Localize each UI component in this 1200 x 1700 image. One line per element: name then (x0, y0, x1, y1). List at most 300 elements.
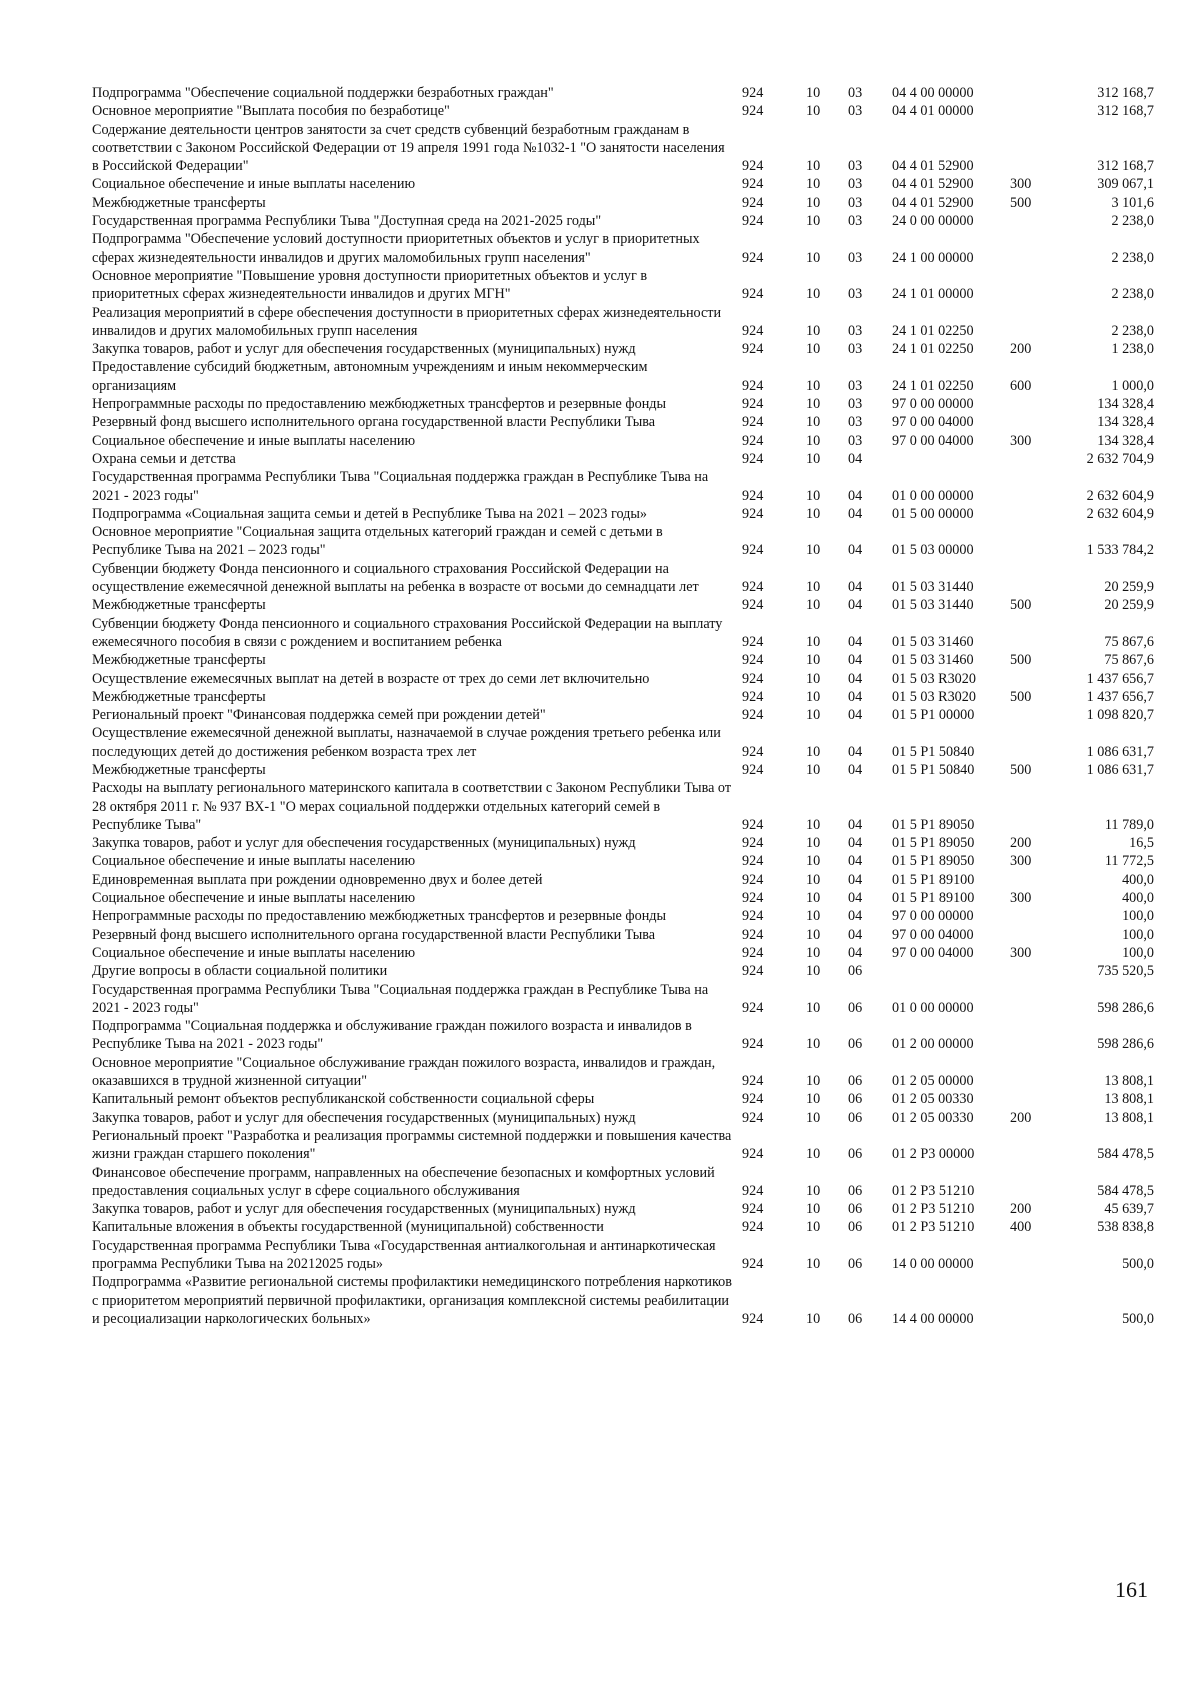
amount: 75 867,6 (1104, 633, 1154, 650)
target-article-code: 24 1 01 02250 (892, 377, 974, 394)
subsection-code: 03 (848, 85, 863, 101)
table-row (92, 871, 1154, 889)
expense-type-code (1010, 468, 1066, 505)
subsection-code: 04 (848, 890, 863, 907)
row-name: Социальное обеспечение и иные выплаты населению (92, 176, 416, 193)
section-code: 10 (806, 688, 821, 705)
ved-code: 924 (742, 432, 764, 449)
table-row (92, 413, 1154, 431)
amount: 312 168,7 (1097, 158, 1154, 175)
ved-code: 924 (742, 286, 764, 303)
ved-code: 924 (742, 908, 764, 925)
ved-code: 924 (742, 1201, 764, 1218)
ved-code: 924 (742, 871, 764, 888)
row-name: Подпрограмма "Обеспечение условий доступности приоритетных объектов и услуг в приоритетных сферах жизнедеятельности инвалидов и других маломобильных групп населения" (92, 231, 700, 266)
amount: 2 238,0 (1111, 322, 1154, 339)
amount: 584 478,5 (1097, 1146, 1154, 1163)
expense-type-code: 500 (1010, 597, 1032, 614)
section-code: 10 (806, 432, 821, 449)
ved-code: 924 (742, 1036, 764, 1053)
ved-code: 924 (742, 963, 764, 980)
row-name: Социальное обеспечение и иные выплаты населению (92, 853, 416, 870)
section-code: 10 (806, 743, 821, 760)
expense-type-code: 300 (1010, 890, 1032, 907)
table-row (92, 468, 1154, 505)
ved-code: 924 (742, 1310, 764, 1327)
expense-type-code (1010, 1090, 1066, 1108)
ved-code: 924 (742, 1256, 764, 1272)
target-article-code: 01 2 05 00000 (892, 1073, 974, 1090)
ved-code: 924 (742, 1091, 764, 1108)
row-name: Закупка товаров, работ и услуг для обеспечения государственных (муниципальных) нужд (92, 341, 636, 358)
section-code: 10 (806, 487, 821, 504)
amount: 100,0 (1122, 908, 1154, 925)
section-code: 10 (806, 103, 821, 120)
target-article-code: 01 0 00 00000 (892, 999, 974, 1016)
subsection-code: 06 (848, 1146, 863, 1163)
expense-type-code (1010, 102, 1066, 120)
subsection-code: 03 (848, 103, 863, 120)
expense-type-code: 500 (1010, 652, 1032, 669)
table-row (92, 432, 1154, 450)
table-row (92, 212, 1154, 230)
subsection-code: 04 (848, 944, 863, 961)
subsection-code: 03 (848, 414, 863, 431)
target-article-code: 14 4 00 00000 (892, 1310, 974, 1327)
amount: 134 328,4 (1097, 432, 1154, 449)
subsection-code: 06 (848, 1310, 863, 1327)
section-code: 10 (806, 1310, 821, 1327)
table-row (92, 194, 1154, 212)
row-name: Государственная программа Республики Тыва «Государственная антиалкогольная и антинаркотическая программа Республики Тыва на 20212025 годы» (92, 1237, 716, 1272)
ved-code: 924 (742, 377, 764, 394)
row-name: Осуществление ежемесячной денежной выплаты, назначаемой в случае рождения третьего ребенка или последующих детей до достижения ребенком возраста трех лет (92, 725, 721, 760)
amount: 45 639,7 (1104, 1201, 1154, 1218)
table-row (92, 670, 1154, 688)
table-row (92, 615, 1154, 652)
subsection-code: 04 (848, 835, 863, 852)
section-code: 10 (806, 890, 821, 907)
amount: 100,0 (1122, 926, 1154, 943)
section-code: 10 (806, 1036, 821, 1053)
row-name: Реализация мероприятий в сфере обеспечения доступности в приоритетных сферах жизнедеятельности инвалидов и других маломобильных групп населения (92, 304, 722, 339)
section-code: 10 (806, 85, 821, 101)
target-article-code (892, 450, 1010, 468)
ved-code: 924 (742, 103, 764, 120)
subsection-code: 06 (848, 1182, 863, 1199)
target-article-code: 97 0 00 04000 (892, 926, 974, 943)
target-article-code: 01 5 03 R3020 (892, 688, 976, 705)
row-name: Расходы на выплату регионального материнского капитала в соответствии с Законом Республики Тыва от 28 октября 2011 г. № 937 ВХ-1 "О мерах социальной поддержки отдельных категорий семей в Республике Тыва" (92, 780, 732, 833)
table-row (92, 505, 1154, 523)
row-name: Резервный фонд высшего исполнительного органа государственной власти Республики Тыва (92, 414, 656, 431)
section-code: 10 (806, 249, 821, 266)
page-number: 161 (1115, 1577, 1148, 1602)
ved-code: 924 (742, 396, 764, 413)
table-row (92, 523, 1154, 560)
ved-code: 924 (742, 542, 764, 559)
target-article-code: 24 1 01 02250 (892, 322, 974, 339)
table-row (92, 121, 1154, 176)
target-article-code: 01 5 03 31460 (892, 633, 974, 650)
ved-code: 924 (742, 890, 764, 907)
target-article-code: 04 4 01 52900 (892, 194, 974, 211)
ved-code: 924 (742, 926, 764, 943)
row-name: Подпрограмма «Развитие региональной системы профилактики немедицинского потребления наркотиков с приоритетом мероприятий первичной профилактики, организация комплексной системы реабилитации и ресоциализации наркологических больных» (92, 1274, 732, 1327)
target-article-code: 24 0 00 00000 (892, 213, 974, 230)
ved-code: 924 (742, 1219, 764, 1236)
subsection-code: 04 (848, 908, 863, 925)
section-code: 10 (806, 707, 821, 724)
table-row (92, 889, 1154, 907)
target-article-code: 01 5 P1 89100 (892, 871, 975, 888)
subsection-code: 06 (848, 1201, 863, 1218)
amount: 134 328,4 (1097, 414, 1154, 431)
section-code: 10 (806, 396, 821, 413)
section-code: 10 (806, 1109, 821, 1126)
table-row (92, 1218, 1154, 1236)
target-article-code: 01 2 P3 51210 (892, 1219, 975, 1236)
ved-code: 924 (742, 487, 764, 504)
section-code: 10 (806, 176, 821, 193)
ved-code: 924 (742, 1073, 764, 1090)
target-article-code: 01 2 05 00330 (892, 1091, 974, 1108)
table-row (92, 981, 1154, 1018)
ved-code: 924 (742, 652, 764, 669)
expense-type-code (1010, 1054, 1066, 1091)
amount: 1 437 656,7 (1086, 670, 1154, 687)
target-article-code: 97 0 00 00000 (892, 396, 974, 413)
table-row (92, 230, 1154, 267)
amount: 134 328,4 (1097, 396, 1154, 413)
subsection-code: 03 (848, 377, 863, 394)
row-name: Межбюджетные трансферты (92, 652, 266, 669)
ved-code: 924 (742, 761, 764, 778)
row-name: Закупка товаров, работ и услуг для обеспечения государственных (муниципальных) нужд (92, 1201, 636, 1218)
expense-type-code: 500 (1010, 194, 1032, 211)
section-code: 10 (806, 816, 821, 833)
expense-type-code (1010, 1017, 1066, 1054)
target-article-code: 24 1 01 02250 (892, 341, 974, 358)
ved-code: 924 (742, 450, 764, 467)
table-row (92, 651, 1154, 669)
subsection-code: 03 (848, 432, 863, 449)
amount: 16,5 (1129, 835, 1154, 852)
subsection-code: 03 (848, 396, 863, 413)
row-name: Социальное обеспечение и иные выплаты населению (92, 890, 416, 907)
expense-type-code (1010, 907, 1066, 925)
table-row (92, 1200, 1154, 1218)
table-row (92, 852, 1154, 870)
amount: 2 238,0 (1111, 213, 1154, 230)
expense-type-code (1010, 1237, 1066, 1274)
amount: 2 238,0 (1111, 249, 1154, 266)
target-article-code (892, 962, 1010, 980)
subsection-code: 06 (848, 999, 863, 1016)
expense-type-code (1010, 615, 1066, 652)
table-row (92, 340, 1154, 358)
expense-type-code (1010, 450, 1066, 468)
row-name: Содержание деятельности центров занятости за счет средств субвенций безработным гражданам в соответствии с Законом Российской Федерации от 19 апреля 1991 года №1032-1 "О занятости населения в Российской Федерации" (92, 121, 725, 175)
amount: 312 168,7 (1097, 103, 1154, 120)
table-row (92, 1127, 1154, 1164)
amount: 1 000,0 (1111, 377, 1154, 394)
table-row (92, 962, 1154, 980)
ved-code: 924 (742, 1109, 764, 1126)
subsection-code: 04 (848, 926, 863, 943)
ved-code: 924 (742, 853, 764, 870)
amount: 400,0 (1122, 890, 1154, 907)
ved-code: 924 (742, 158, 764, 175)
subsection-code: 03 (848, 213, 863, 230)
table-row (92, 1109, 1154, 1127)
subsection-code: 03 (848, 249, 863, 266)
table-row (92, 358, 1154, 395)
table-row (92, 84, 1154, 102)
expense-type-code: 300 (1010, 944, 1032, 961)
amount: 2 632 604,9 (1086, 505, 1154, 522)
amount: 1 238,0 (1111, 341, 1154, 358)
section-code: 10 (806, 341, 821, 358)
subsection-code: 06 (848, 1036, 863, 1053)
table-row (92, 1017, 1154, 1054)
target-article-code: 01 5 03 31460 (892, 652, 974, 669)
table-row (92, 926, 1154, 944)
row-name: Закупка товаров, работ и услуг для обеспечения государственных (муниципальных) нужд (92, 835, 636, 852)
row-name: Региональный проект "Разработка и реализация программы системной поддержки и повышения качества жизни граждан старшего поколения" (92, 1127, 732, 1163)
expense-type-code: 400 (1010, 1219, 1032, 1236)
target-article-code: 04 4 01 52900 (892, 158, 974, 175)
target-article-code: 01 2 P3 00000 (892, 1146, 975, 1163)
subsection-code: 03 (848, 322, 863, 339)
table-body (92, 84, 1154, 1328)
ved-code: 924 (742, 944, 764, 961)
table-row (92, 779, 1154, 834)
subsection-code: 04 (848, 707, 863, 724)
subsection-code: 06 (848, 1073, 863, 1090)
subsection-code: 06 (848, 1091, 863, 1108)
expense-type-code: 300 (1010, 176, 1032, 193)
subsection-code: 06 (848, 1219, 863, 1236)
table-row (92, 1237, 1154, 1274)
section-code: 10 (806, 963, 821, 980)
expense-type-code: 500 (1010, 761, 1032, 778)
expense-type-code: 500 (1010, 688, 1032, 705)
expense-type-code (1010, 267, 1066, 304)
amount: 584 478,5 (1097, 1182, 1154, 1199)
row-name: Основное мероприятие "Социальное обслуживание граждан пожилого возраста, инвалидов и граждан, оказавшихся в трудной жизненной ситуации" (92, 1054, 716, 1090)
ved-code: 924 (742, 597, 764, 614)
expense-type-code (1010, 560, 1066, 597)
amount: 1 533 784,2 (1086, 542, 1154, 559)
table-row (92, 834, 1154, 852)
expense-type-code (1010, 413, 1066, 431)
row-name: Подпрограмма «Социальная защита семьи и детей в Республике Тыва на 2021 – 2023 годы» (92, 505, 647, 522)
section-code: 10 (806, 542, 821, 559)
row-name: Финансовое обеспечение программ, направленных на обеспечение безопасных и комфортных условий предоставления социальных услуг в сфере социального обслуживания (92, 1164, 715, 1199)
section-code: 10 (806, 1182, 821, 1199)
expense-type-code: 200 (1010, 835, 1032, 852)
amount: 598 286,6 (1097, 999, 1154, 1016)
row-name: Капитальный ремонт объектов республиканской собственности социальной сферы (92, 1091, 595, 1108)
target-article-code: 01 5 03 00000 (892, 542, 974, 559)
amount: 538 838,8 (1097, 1219, 1154, 1236)
row-name: Предоставление субсидий бюджетным, автономным учреждениям и иным некоммерческим организациям (92, 359, 648, 394)
subsection-code: 06 (848, 963, 863, 980)
amount: 500,0 (1122, 1310, 1154, 1327)
row-name: Осуществление ежемесячных выплат на детей в возрасте от трех до семи лет включительно (92, 670, 650, 687)
target-article-code: 97 0 00 04000 (892, 432, 974, 449)
ved-code: 924 (742, 688, 764, 705)
amount: 100,0 (1122, 944, 1154, 961)
expense-type-code (1010, 724, 1066, 761)
amount: 1 086 631,7 (1086, 743, 1154, 760)
section-code: 10 (806, 505, 821, 522)
target-article-code: 97 0 00 00000 (892, 908, 974, 925)
amount: 2 632 704,9 (1086, 450, 1154, 467)
table-row (92, 706, 1154, 724)
section-code: 10 (806, 322, 821, 339)
ved-code: 924 (742, 1146, 764, 1163)
amount: 2 238,0 (1111, 286, 1154, 303)
target-article-code: 04 4 01 00000 (892, 103, 974, 120)
subsection-code: 04 (848, 542, 863, 559)
amount: 598 286,6 (1097, 1036, 1154, 1053)
target-article-code: 24 1 01 00000 (892, 286, 974, 303)
row-name: Резервный фонд высшего исполнительного органа государственной власти Республики Тыва (92, 926, 656, 943)
row-name: Межбюджетные трансферты (92, 194, 266, 211)
amount: 312 168,7 (1097, 85, 1154, 101)
ved-code: 924 (742, 505, 764, 522)
table-row (92, 596, 1154, 614)
table-row (92, 450, 1154, 468)
amount: 735 520,5 (1097, 963, 1154, 980)
table-row (92, 1164, 1154, 1201)
expense-type-code: 300 (1010, 853, 1032, 870)
section-code: 10 (806, 761, 821, 778)
section-code: 10 (806, 450, 821, 467)
section-code: 10 (806, 835, 821, 852)
target-article-code: 01 5 03 R3020 (892, 670, 976, 687)
amount: 1 437 656,7 (1086, 688, 1154, 705)
target-article-code: 04 4 01 52900 (892, 176, 974, 193)
target-article-code: 97 0 00 04000 (892, 944, 974, 961)
ved-code: 924 (742, 579, 764, 596)
subsection-code: 03 (848, 194, 863, 211)
target-article-code: 01 2 00 00000 (892, 1036, 974, 1053)
target-article-code: 01 5 P1 50840 (892, 761, 975, 778)
expense-type-code (1010, 304, 1066, 341)
ved-code: 924 (742, 835, 764, 852)
target-article-code: 01 5 03 31440 (892, 597, 974, 614)
table-row (92, 688, 1154, 706)
section-code: 10 (806, 871, 821, 888)
row-name: Непрограммные расходы по предоставлению межбюджетных трансфертов и резервные фонды (92, 396, 667, 413)
expense-type-code (1010, 1273, 1066, 1328)
section-code: 10 (806, 926, 821, 943)
target-article-code: 01 5 P1 89100 (892, 890, 975, 907)
row-name: Основное мероприятие "Выплата пособия по безработице" (92, 103, 450, 120)
ved-code: 924 (742, 816, 764, 833)
amount: 13 808,1 (1104, 1109, 1154, 1126)
subsection-code: 04 (848, 633, 863, 650)
target-article-code: 04 4 00 00000 (892, 85, 974, 101)
target-article-code: 97 0 00 04000 (892, 414, 974, 431)
row-name: Подпрограмма "Социальная поддержка и обслуживание граждан пожилого возраста и инвалидов в Республике Тыва на 2021 - 2023 годы" (92, 1018, 692, 1053)
row-name: Закупка товаров, работ и услуг для обеспечения государственных (муниципальных) нужд (92, 1109, 636, 1126)
target-article-code: 01 2 05 00330 (892, 1109, 974, 1126)
amount: 13 808,1 (1104, 1091, 1154, 1108)
section-code: 10 (806, 414, 821, 431)
subsection-code: 04 (848, 871, 863, 888)
subsection-code: 04 (848, 853, 863, 870)
target-article-code: 24 1 00 00000 (892, 249, 974, 266)
row-name: Субвенции бюджету Фонда пенсионного и социального страхования Российской Федерации на выплату ежемесячного пособия в связи с рождением и воспитанием ребенка (92, 615, 723, 650)
section-code: 10 (806, 1219, 821, 1236)
amount: 20 259,9 (1104, 579, 1154, 596)
section-code: 10 (806, 213, 821, 230)
row-name: Капитальные вложения в объекты государственной (муниципальной) собственности (92, 1219, 604, 1236)
row-name: Государственная программа Республики Тыва "Социальная поддержка граждан в Республике Тыва на 2021 - 2023 годы" (92, 469, 709, 504)
expense-type-code: 200 (1010, 341, 1032, 358)
row-name: Межбюджетные трансферты (92, 761, 266, 778)
table-row (92, 102, 1154, 120)
section-code: 10 (806, 158, 821, 175)
expense-type-code (1010, 395, 1066, 413)
ved-code: 924 (742, 999, 764, 1016)
subsection-code: 04 (848, 688, 863, 705)
expense-type-code: 600 (1010, 377, 1032, 394)
section-code: 10 (806, 1201, 821, 1218)
target-article-code: 01 5 P1 89050 (892, 816, 975, 833)
target-article-code: 01 5 P1 50840 (892, 743, 975, 760)
ved-code: 924 (742, 1182, 764, 1199)
table-row (92, 175, 1154, 193)
amount: 2 632 604,9 (1086, 487, 1154, 504)
row-name: Другие вопросы в области социальной политики (92, 963, 388, 980)
amount: 1 098 820,7 (1086, 707, 1154, 724)
subsection-code: 04 (848, 579, 863, 596)
row-name: Непрограммные расходы по предоставлению межбюджетных трансфертов и резервные фонды (92, 908, 667, 925)
ved-code: 924 (742, 213, 764, 230)
expense-type-code (1010, 212, 1066, 230)
expense-type-code (1010, 121, 1066, 176)
row-name: Социальное обеспечение и иные выплаты населению (92, 432, 416, 449)
section-code: 10 (806, 652, 821, 669)
expense-type-code (1010, 926, 1066, 944)
expense-type-code (1010, 962, 1066, 980)
expense-type-code: 300 (1010, 432, 1032, 449)
section-code: 10 (806, 999, 821, 1016)
target-article-code: 14 0 00 00000 (892, 1256, 974, 1272)
section-code: 10 (806, 1146, 821, 1163)
amount: 11 772,5 (1104, 853, 1154, 870)
expense-type-code (1010, 84, 1066, 102)
amount: 1 086 631,7 (1086, 761, 1154, 778)
ved-code: 924 (742, 341, 764, 358)
amount: 13 808,1 (1104, 1073, 1154, 1090)
ved-code: 924 (742, 85, 764, 101)
section-code: 10 (806, 1073, 821, 1090)
subsection-code: 06 (848, 1256, 863, 1272)
expense-type-code (1010, 871, 1066, 889)
subsection-code: 06 (848, 1109, 863, 1126)
amount: 11 789,0 (1104, 816, 1154, 833)
target-article-code: 01 5 P1 00000 (892, 707, 975, 724)
row-name: Межбюджетные трансферты (92, 597, 266, 614)
ved-code: 924 (742, 670, 764, 687)
ved-code: 924 (742, 414, 764, 431)
